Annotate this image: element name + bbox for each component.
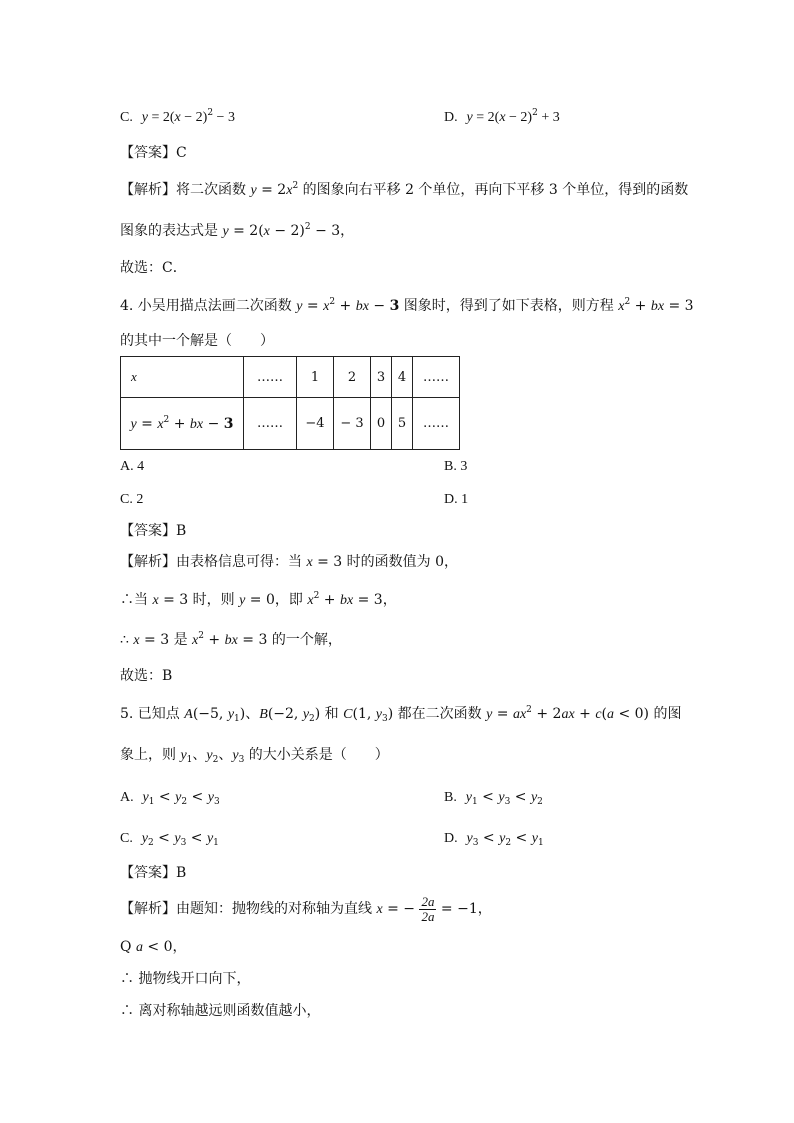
q3-option-d: D. $y = 2(x - 2)^2 + 3$ [444,108,560,125]
table-row [121,398,460,450]
fraction: $\frac{2a}{2a}$ [421,893,435,924]
q4-analysis-line-2: ∴当 x = 3 时，则 y = 0，即 $x^2$ + bx = 3， [120,591,397,608]
q4-analysis-line-1: 【解析】由表格信息可得：当 x = 3 时的函数值为 0， [120,554,459,570]
q5-stem-line-2: 象上，则 $y_1$、$y_2$、$y_3$ 的大小关系是（ ） [120,747,389,765]
table-cell: −4 [297,398,334,450]
q5-option-b: B. $y_1 < y_3 < y_2$ [444,789,543,807]
table-row [121,357,460,398]
table-cell: 4 [392,357,413,398]
q4-conclusion: 故选：B [120,668,173,684]
table-cell: 1 [297,357,334,398]
q5-option-a: A. $y_1 < y_2 < y_3$ [120,789,220,807]
q5-analysis-line-1: 【解析】由题知：抛物线的对称轴为直线 x = − $\frac{2a}{2a}$ = −1， [120,893,492,924]
table-cell: 0 [371,398,392,450]
q4-option-d: D. 1 [444,492,469,507]
table-cell: …… [413,357,460,398]
q4-option-a: A. 4 [120,459,145,474]
q5-stem-line-1: 5. 已知点 A(−5, $y_1$)、B(−2, $y_2$) 和 C(1, $y_3$) 都在二次函数 $y = ax^2 + 2ax + c(a < 0)$ 的图 [120,705,682,724]
q5-analysis-line-2: Q a < 0， [120,939,187,955]
q3-answer: 【答案】C [120,145,187,161]
table-cell: 3 [371,357,392,398]
table-cell: …… [244,357,297,398]
q5-option-c: C. $y_2 < y_3 < y_1$ [120,830,219,848]
table-cell: − 3 [334,398,371,450]
table-cell: …… [413,398,460,450]
q3-conclusion: 故选：C． [120,260,187,276]
table-cell: 2 [334,357,371,398]
q4-analysis-line-3: ∴ x = 3 是 $x^2$ + bx = 3 的一个解， [120,631,342,648]
table-row-header: $y = x^2$ + bx − 3 [121,398,244,450]
q3-analysis-line-1: 【解析】将二次函数 $y = 2x^2$ 的图象向右平移 2 个单位，再向下平移 3 个单位，得到的函数 [120,181,689,198]
q4-stem-line-2: 的其中一个解是（ ） [120,333,274,349]
q5-option-d: D. $y_3 < y_2 < y_1$ [444,830,544,848]
table-cell: …… [244,398,297,450]
q4-stem-line-1: 4. 小吴用描点法画二次函数 $y = x^2$ + bx − 3 图象时，得到了如下表格，则方程 $x^2$ + bx = 3 [120,297,694,314]
q3-analysis-line-2: 图象的表达式是 $y = 2(x - 2)^2 - 3$， [120,222,355,239]
q5-answer: 【答案】B [120,865,187,881]
q4-option-b: B. 3 [444,459,468,474]
q5-analysis-line-3: ∴ 抛物线开口向下， [120,971,251,987]
table-cell: 5 [392,398,413,450]
q4-answer: 【答案】B [120,523,187,539]
table-row-header: x [121,357,244,398]
q3-option-c: C. $y = 2(x - 2)^2 - 3$ [120,108,235,125]
q5-analysis-line-4: ∴ 离对称轴越远则函数值越小， [120,1003,321,1019]
q4-option-c: C. 2 [120,492,144,507]
value-table [120,356,460,450]
